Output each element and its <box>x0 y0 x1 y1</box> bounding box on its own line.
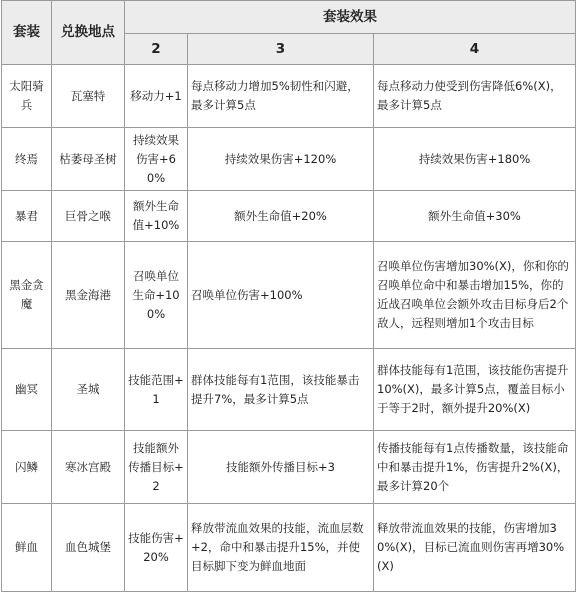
effect-4: 群体技能每有1范围，该技能伤害提升10%(X)，最多计算5点，覆盖目标小于等于2时，额外提升20%(X) <box>374 349 576 431</box>
effect-2: 技能伤害+20% <box>125 504 188 592</box>
exchange-location: 巨骨之喉 <box>52 191 125 242</box>
effect-3: 技能额外传播目标+3 <box>188 431 374 504</box>
effect-3: 召唤单位伤害+100% <box>188 242 374 349</box>
effect-2: 技能额外传播目标+2 <box>125 431 188 504</box>
exchange-location: 圣城 <box>52 349 125 431</box>
effect-4: 传播技能每有1点传播数量，该技能命中和暴击提升1%，伤害提升2%(X)，最多计算20个 <box>374 431 576 504</box>
header-piece-4: 4 <box>374 34 576 65</box>
set-name: 幽冥 <box>2 349 52 431</box>
table-row <box>2 191 576 242</box>
set-name: 太阳骑兵 <box>2 65 52 128</box>
effect-4: 召唤单位伤害增加30%(X)，你和你的召唤单位命中和暴击增加15%，你的近战召唤单位会额外攻击目标身后2个敌人，远程则增加1个攻击目标 <box>374 242 576 349</box>
effect-2: 技能范围+1 <box>125 349 188 431</box>
table-row <box>2 504 576 592</box>
effect-3: 群体技能每有1范围，该技能暴击提升7%，最多计算5点 <box>188 349 374 431</box>
effect-4: 持续效果伤害+180% <box>374 128 576 191</box>
exchange-location: 黑金海港 <box>52 242 125 349</box>
set-name: 鲜血 <box>2 504 52 592</box>
effect-3: 额外生命值+20% <box>188 191 374 242</box>
effect-4: 每点移动力使受到伤害降低6%(X)，最多计算5点 <box>374 65 576 128</box>
header-effects: 套装效果 <box>125 1 576 34</box>
set-name: 黑金贪魔 <box>2 242 52 349</box>
table-row <box>2 349 576 431</box>
exchange-location: 瓦塞特 <box>52 65 125 128</box>
table-row <box>2 65 576 128</box>
effect-2: 持续效果伤害+60% <box>125 128 188 191</box>
set-name: 终焉 <box>2 128 52 191</box>
effect-2: 额外生命值+10% <box>125 191 188 242</box>
table-row <box>2 128 576 191</box>
header-piece-2: 2 <box>125 34 188 65</box>
table-row <box>2 431 576 504</box>
effect-4: 释放带流血效果的技能，伤害增加30%(X)，目标已流血则伤害再增30%(X) <box>374 504 576 592</box>
effect-2: 召唤单位生命+100% <box>125 242 188 349</box>
set-name: 暴君 <box>2 191 52 242</box>
set-name: 闪鳞 <box>2 431 52 504</box>
exchange-location: 寒冰宫殿 <box>52 431 125 504</box>
effect-3: 持续效果伤害+120% <box>188 128 374 191</box>
effect-3: 每点移动力增加5%韧性和闪避，最多计算5点 <box>188 65 374 128</box>
set-effects-table <box>1 0 576 592</box>
table-row <box>2 242 576 349</box>
effect-4: 额外生命值+30% <box>374 191 576 242</box>
effect-2: 移动力+1 <box>125 65 188 128</box>
effect-3: 释放带流血效果的技能，流血层数+2，命中和暴击提升15%，并使目标脚下变为鲜血地面 <box>188 504 374 592</box>
header-location: 兑换地点 <box>52 1 125 65</box>
exchange-location: 枯萎母圣树 <box>52 128 125 191</box>
header-set: 套装 <box>2 1 52 65</box>
exchange-location: 血色城堡 <box>52 504 125 592</box>
header-piece-3: 3 <box>188 34 374 65</box>
